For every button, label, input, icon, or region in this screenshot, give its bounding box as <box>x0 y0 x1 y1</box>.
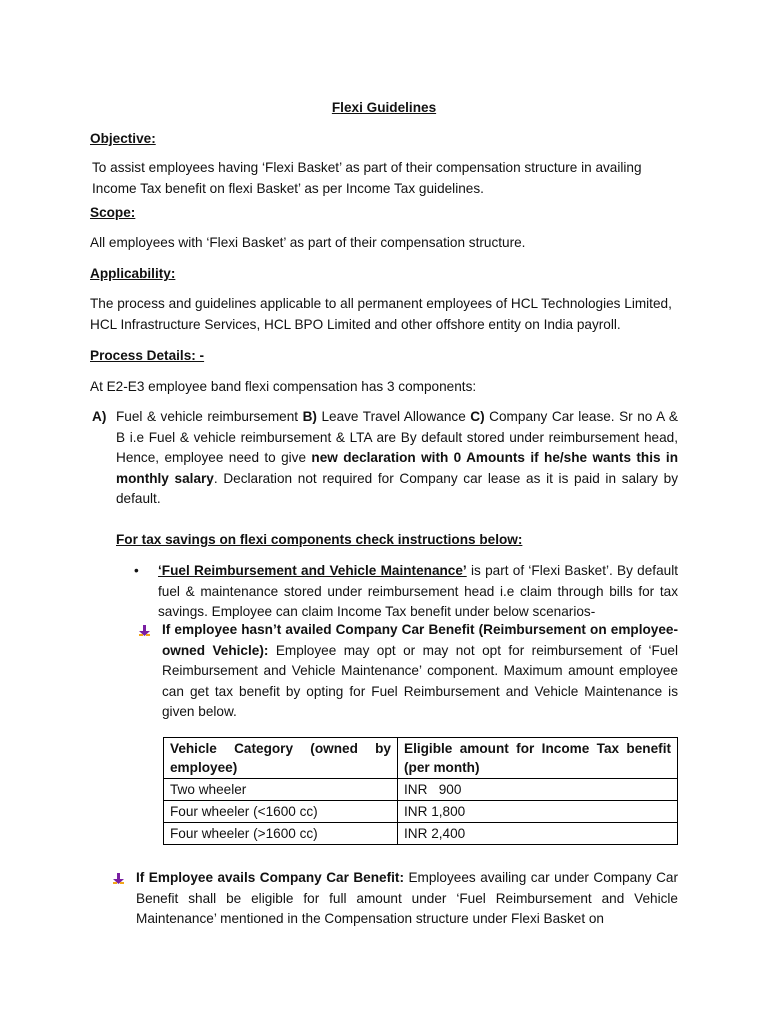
tax-savings-heading: For tax savings on flexi components check instructions below: <box>116 532 523 547</box>
table-cell: Four wheeler (<1600 cc) <box>164 801 398 823</box>
components-text-2: Leave Travel Allowance <box>316 409 471 424</box>
applicability-text: The process and guidelines applicable to all permanent employees of HCL Technologies Limited, HCL Infrastructure Services, HCL BPO Limited and other offshore entity on India payroll. <box>90 296 672 332</box>
table-row <box>164 801 678 823</box>
components-label-b: B) <box>302 409 317 424</box>
components-item <box>116 407 678 510</box>
scope-heading: Scope: <box>90 205 136 220</box>
process-intro: At E2-E3 employee band flexi compensation has 3 components: <box>90 379 477 394</box>
table-row <box>164 779 678 801</box>
case2-text: Employees availing car under Company Car Benefit shall be eligible for full amount under ‘Fuel Reimbursement and Vehicle Maintenance’ mentioned in the Compensation structure under Flexi Basket on <box>136 870 678 926</box>
fuel-bullet <box>158 561 678 623</box>
item-marker: A) <box>92 409 107 424</box>
fuel-bullet-title: ‘Fuel Reimbursement and Vehicle Maintenance’ <box>158 563 467 578</box>
case1-text: Employee may opt or may not opt for reimbursement of ‘Fuel Reimbursement and Vehicle Maintenance’ component. Maximum amount employee can get tax benefit by opting for Fuel Reimbursement and Vehicle Maintenance is given below. <box>162 642 678 719</box>
tax-benefit-table <box>163 737 678 845</box>
table-cell: Two wheeler <box>164 779 398 801</box>
case-company-car <box>136 868 678 930</box>
case2-bold: If Employee avails Company Car Benefit: <box>136 870 404 885</box>
table-header-cell: Eligible amount for Income Tax benefit (per month) <box>398 738 678 779</box>
table-cell: INR 1,800 <box>398 801 678 823</box>
case1-bold: If employee hasn’t availed Company Car Benefit (Reimbursement on employee-owned Vehicle): <box>162 622 678 658</box>
components-label-c: C) <box>470 409 485 424</box>
components-emphasis: new declaration with 0 Amounts if he/she wants this in monthly salary <box>116 450 678 486</box>
components-text-1: Fuel & vehicle reimbursement <box>116 409 303 424</box>
process-heading: Process Details: - <box>90 348 205 363</box>
bullet-dot-icon: • <box>134 563 139 578</box>
document-title: Flexi Guidelines <box>331 100 437 115</box>
applicability-heading: Applicability: <box>90 266 176 281</box>
case-no-company-car <box>162 620 678 723</box>
arrow-bullet-icon <box>138 623 151 644</box>
components-text-3: Company Car lease. Sr no A & B i.e Fuel & vehicle reimbursement & LTA are By default stored under reimbursement head, Hence, employee need to give <box>116 409 679 465</box>
components-text-4: . Declaration not required for Company car lease as it is paid in salary by default. <box>116 470 678 506</box>
table-cell: INR 2,400 <box>398 823 678 845</box>
scope-text: All employees with ‘Flexi Basket’ as part of their compensation structure. <box>90 235 526 250</box>
objective-heading: Objective: <box>90 131 156 146</box>
objective-text: To assist employees having ‘Flexi Basket’ as part of their compensation structure in availing Income Tax benefit on flexi Basket’ as per Income Tax guidelines. <box>92 160 642 196</box>
fuel-bullet-text: is part of ‘Flexi Basket’. By default fuel & maintenance stored under reimbursement head i.e claim through bills for tax savings. Employee can claim Income Tax benefit under below scenarios- <box>158 563 678 619</box>
table-row <box>164 823 678 845</box>
arrow-bullet-icon <box>112 871 125 892</box>
table-header-cell: Vehicle Category (owned by employee) <box>164 738 398 779</box>
table-header-row <box>164 738 678 779</box>
table-cell: Four wheeler (>1600 cc) <box>164 823 398 845</box>
table-cell: INR 900 <box>398 779 678 801</box>
